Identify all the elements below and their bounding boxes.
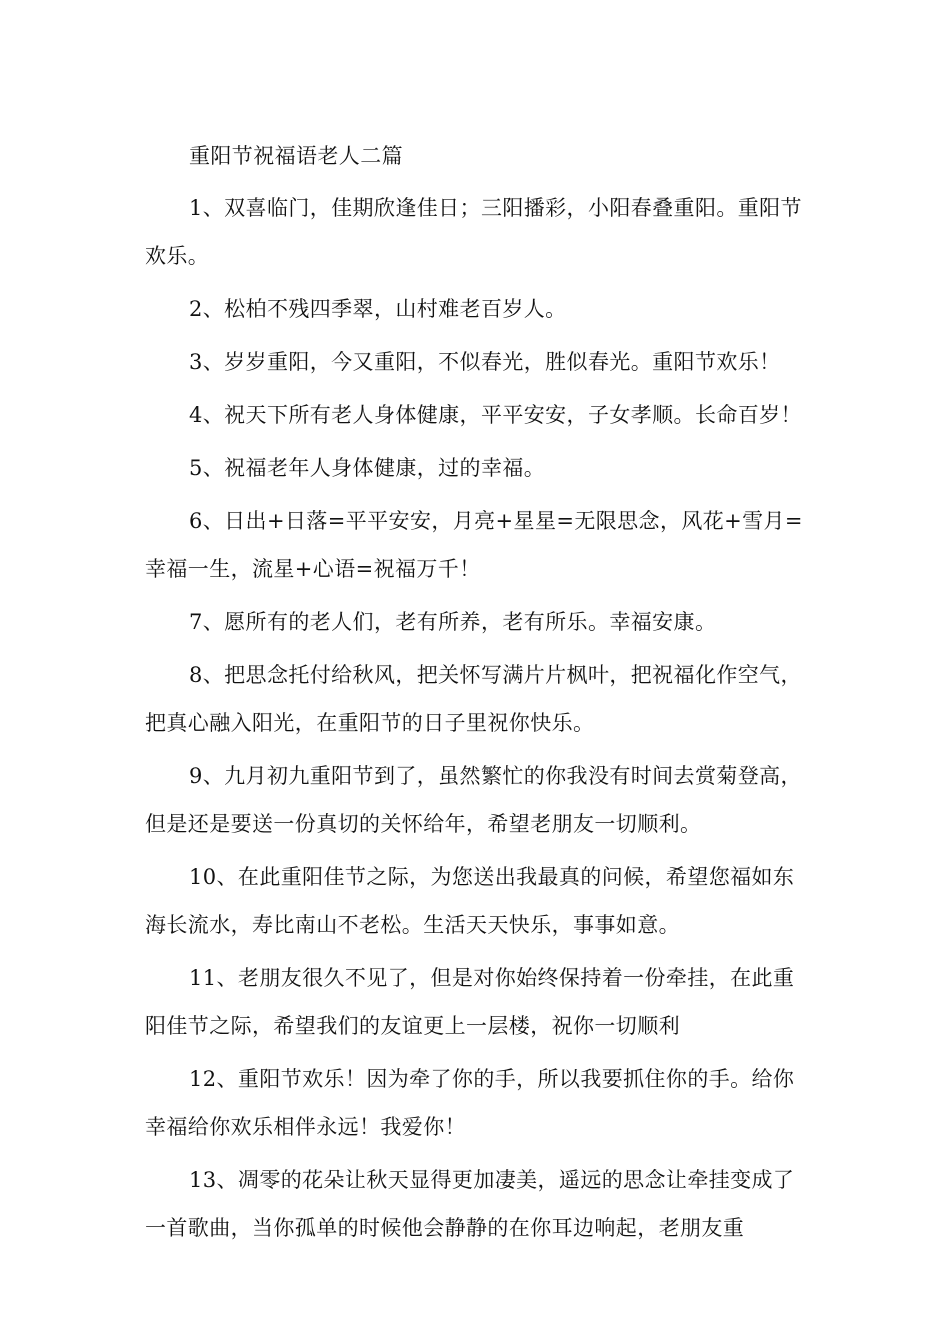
paragraph-2: 2、松柏不残四季翠，山村难老百岁人。 bbox=[189, 297, 567, 321]
paragraph-12: 12、重阳节欢乐！因为牵了你的手，所以我要抓住你的手。给你幸福给你欢乐相伴永远！我爱你！ bbox=[145, 1067, 795, 1139]
paragraph-13: 13、凋零的花朵让秋天显得更加凄美，遥远的思念让牵挂变成了一首歌曲，当你孤单的时候他会静静的在你耳边响起，老朋友重 bbox=[145, 1168, 795, 1240]
paragraph-5: 5、祝福老年人身体健康，过的幸福。 bbox=[189, 456, 546, 480]
paragraph-11: 11、老朋友很久不见了，但是对你始终保持着一份牵挂，在此重阳佳节之际，希望我们的友谊更上一层楼，祝你一切顺利 bbox=[145, 966, 795, 1038]
paragraph-6: 6、日出+日落=平平安安，月亮+星星=无限思念，风花+雪月=幸福一生，流星+心语=祝福万千！ bbox=[145, 509, 803, 581]
paragraph-9: 9、九月初九重阳节到了，虽然繁忙的你我没有时间去赏菊登高，但是还是要送一份真切的关怀给年，希望老朋友一切顺利。 bbox=[145, 764, 802, 836]
paragraph-8: 8、把思念托付给秋风，把关怀写满片片枫叶，把祝福化作空气，把真心融入阳光，在重阳节的日子里祝你快乐。 bbox=[145, 663, 802, 735]
document-body bbox=[145, 132, 811, 1257]
document-title: 重阳节祝福语老人二篇 bbox=[189, 144, 403, 168]
paragraph-3: 3、岁岁重阳，今又重阳，不似春光，胜似春光。重阳节欢乐！ bbox=[189, 350, 781, 374]
paragraph-10: 10、在此重阳佳节之际，为您送出我最真的问候，希望您福如东海长流水，寿比南山不老松。生活天天快乐，事事如意。 bbox=[145, 865, 795, 937]
paragraph-4: 4、祝天下所有老人身体健康，平平安安，子女孝顺。长命百岁！ bbox=[189, 403, 802, 427]
paragraph-1: 1、双喜临门，佳期欣逢佳日；三阳播彩，小阳春叠重阳。重阳节欢乐。 bbox=[145, 196, 802, 268]
paragraph-7: 7、愿所有的老人们，老有所养，老有所乐。幸福安康。 bbox=[189, 610, 717, 634]
